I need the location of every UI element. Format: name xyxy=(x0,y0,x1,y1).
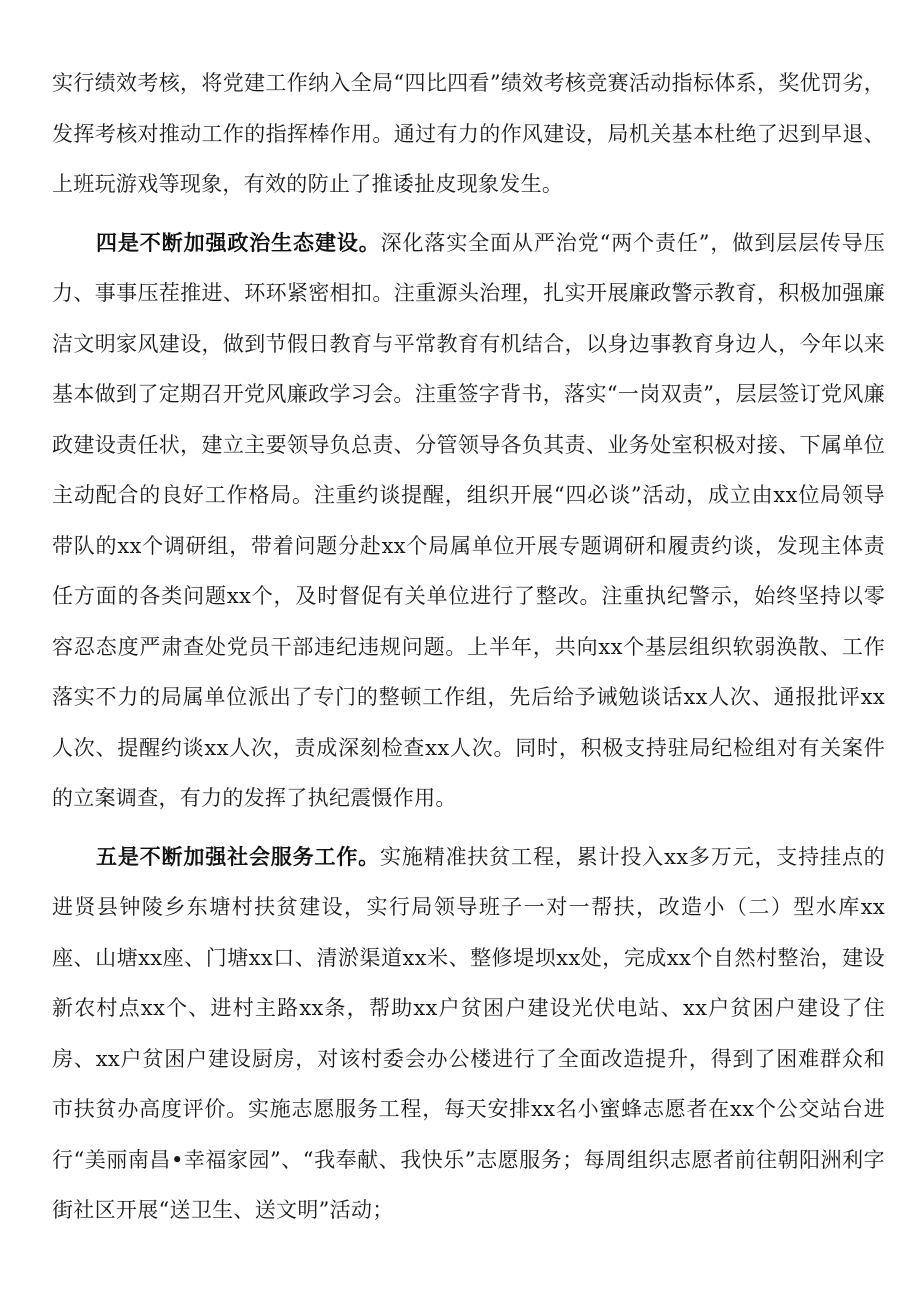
paragraph-lead: 四是不断加强政治生态建设。 xyxy=(96,230,381,255)
paragraph-continuation xyxy=(52,58,885,210)
paragraph-lead: 五是不断加强社会服务工作。 xyxy=(96,844,381,869)
paragraph-text: 深化落实全面从严治党“两个责任”，做到层层传导压力、事事压茬推进、环环紧密相扣。注重源头治理，扎实开展廉政警示教育，积极加强廉洁文明家风建设，做到节假日教育与平常教育有机结合，以身边事教育身边人，今年以来基本做到了定期召开党风廉政学习会。注重签字背书，落实“一岗双责”，层层签订党风廉政建设责任状，建立主要领导负总责、分管领导各负其责、业务处室积极对接、下属单位主动配合的良好工作格局。注重约谈提醒，组织开展“四必谈”活动，成立由xx位局领导带队的xx个调研组，带着问题分赴xx个局属单位开展专题调研和履责约谈，发现主体责任方面的各类问题xx个，及时督促有关单位进行了整改。注重执纪警示，始终坚持以零容忍态度严肃查处党员干部违纪违规问题。上半年，共向xx个基层组织软弱涣散、工作落实不力的局属单位派出了专门的整顿工作组，先后给予诫勉谈话xx人次、通报批评xx人次、提醒约谈xx人次，责成深刻检查xx人次。同时，积极支持驻局纪检组对有关案件的立案调查，有力的发挥了执纪震慑作用。 xyxy=(52,230,885,810)
paragraph-political-ecology xyxy=(52,218,885,824)
paragraph-text: 实行绩效考核，将党建工作纳入全局“四比四看”绩效考核竞赛活动指标体系，奖优罚劣，发挥考核对推动工作的指挥棒作用。通过有力的作风建设，局机关基本杜绝了迟到早退、上班玩游戏等现象，有效的防止了推诿扯皮现象发生。 xyxy=(52,71,885,196)
paragraph-text: 实施精准扶贫工程，累计投入xx多万元，支持挂点的进贤县钟陵乡东塘村扶贫建设，实行局领导班子一对一帮扶，改造小（二）型水库xx座、山塘xx座、门塘xx口、清淤渠道xx米、整修堤坝xx处，完成xx个自然村整治，建设新农村点xx个、进村主路xx条，帮助xx户贫困户建设光伏电站、xx户贫困户建设了住房、xx户贫困户建设厨房，对该村委会办公楼进行了全面改造提升，得到了困难群众和市扶贫办高度评价。实施志愿服务工程，每天安排xx名小蜜蜂志愿者在xx个公交站台进行“美丽南昌•幸福家园”、“我奉献、我快乐”志愿服务；每周组织志愿者前往朝阳洲利字街社区开展“送卫生、送文明”活动； xyxy=(52,844,885,1222)
paragraph-social-service xyxy=(52,832,885,1236)
document-page xyxy=(52,58,885,1236)
